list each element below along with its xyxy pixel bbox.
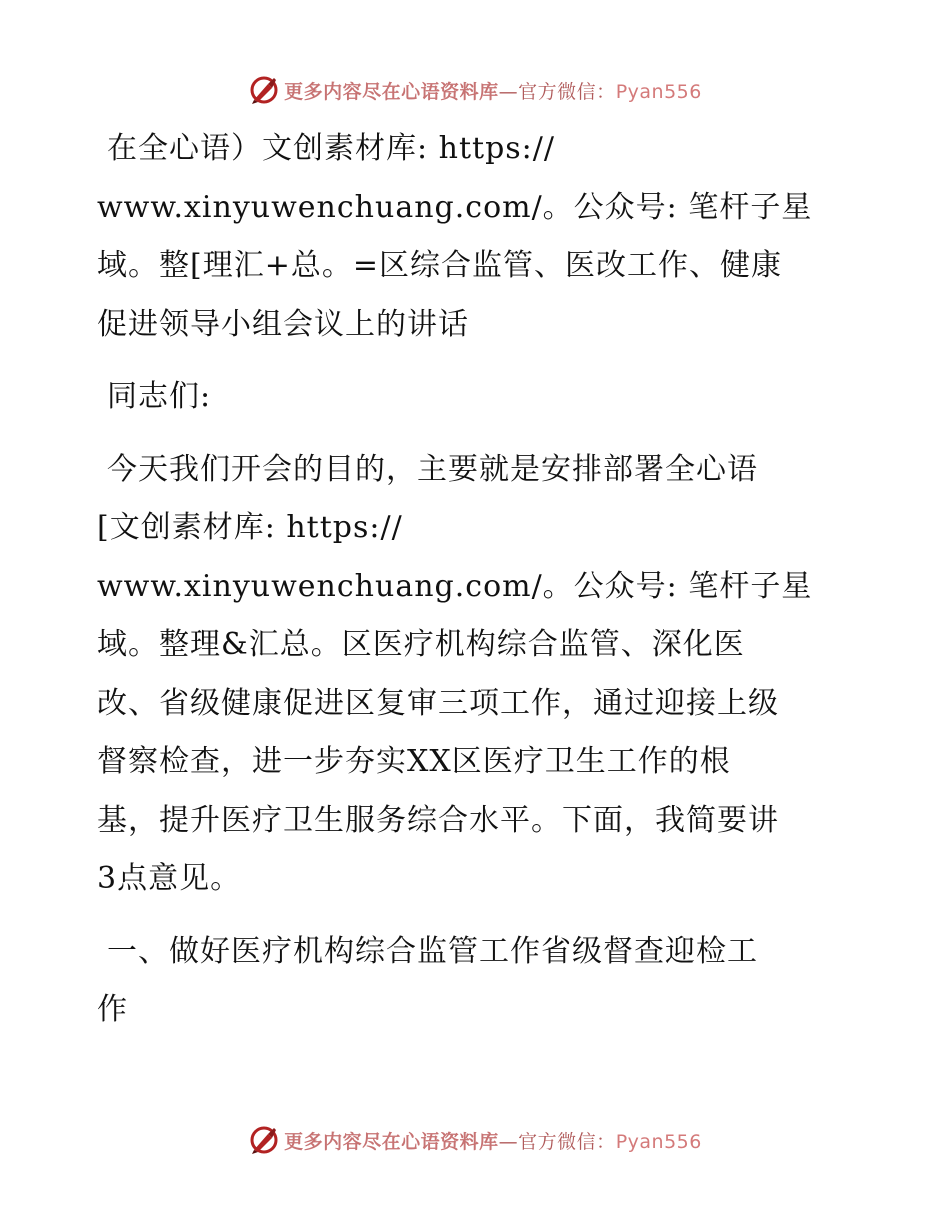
text-line: [文创素材库: https:// <box>97 510 403 545</box>
paragraph-intro <box>97 441 857 909</box>
pen-logo-icon <box>248 74 280 106</box>
text-line: 督察检查，进一步夯实XX区医疗卫生工作的根 <box>97 744 731 779</box>
text-line: www.xinyuwenchuang.com/。公众号: 笔杆子星 <box>97 568 813 604</box>
text-line: 一、做好医疗机构综合监管工作省级督查迎检工 <box>107 933 758 969</box>
banner-main-text: 更多内容尽在心语资料库 <box>284 80 499 103</box>
banner-wechat-id: Pyan556 <box>615 1130 702 1153</box>
text-line: 改、省级健康促进区复审三项工作，通过迎接上级 <box>97 685 779 721</box>
header-banner <box>0 70 950 110</box>
document-body <box>97 120 857 1054</box>
pen-logo-icon <box>248 1124 280 1156</box>
paragraph-salutation <box>97 368 857 427</box>
text-line: 作 <box>97 992 128 1027</box>
banner-dash: — <box>498 1130 519 1153</box>
paragraph-title <box>97 120 857 354</box>
banner-dash: — <box>498 80 519 103</box>
banner-text <box>284 1127 702 1154</box>
text-line: 在全心语）文创素材库: https:// <box>107 131 555 166</box>
text-line: 域。整[理汇+总。=区综合监管、医改工作、健康 <box>97 248 782 283</box>
text-line: www.xinyuwenchuang.com/。公众号: 笔杆子星 <box>97 189 813 225</box>
text-line: 同志们: <box>107 379 212 414</box>
text-line: 3点意见。 <box>97 861 242 896</box>
banner-wechat-label: 官方微信： <box>518 1130 616 1153</box>
text-line: 今天我们开会的目的，主要就是安排部署全心语 <box>107 451 758 487</box>
text-line: 域。整理&汇总。区医疗机构综合监管、深化医 <box>97 627 745 662</box>
banner-wechat-id: Pyan556 <box>615 80 702 103</box>
banner-wechat-label: 官方微信： <box>518 80 616 103</box>
banner-text <box>284 77 702 104</box>
section-heading-1 <box>97 923 857 1040</box>
text-line: 促进领导小组会议上的讲话 <box>97 306 469 342</box>
text-line: 基，提升医疗卫生服务综合水平。下面，我简要讲 <box>97 802 779 838</box>
footer-banner <box>0 1120 950 1160</box>
banner-main-text: 更多内容尽在心语资料库 <box>284 1130 499 1153</box>
